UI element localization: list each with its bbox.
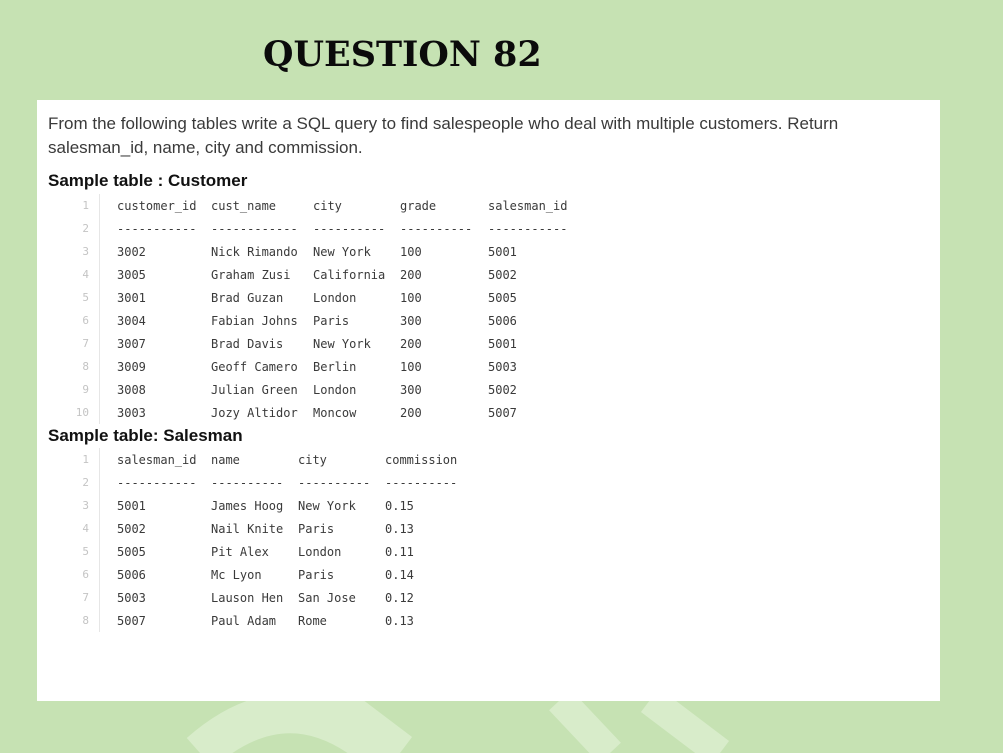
code-cell: Pit Alex [211,544,269,559]
customer-code-line [61,401,661,424]
code-cell: 0.13 [385,613,414,628]
code-cell: California [313,267,386,282]
code-cell: Paris [298,521,335,536]
code-cell: ---------- [400,221,473,236]
code-cell: 200 [400,405,422,420]
code-cell: ---------- [313,221,386,236]
code-cell: Paul Adam [211,613,277,628]
code-cell: 100 [400,290,422,305]
code-cell: 300 [400,313,422,328]
code-cell: 3001 [117,290,146,305]
code-cell: Nail Knite [211,521,284,536]
code-cell: ---------- [298,475,371,490]
code-cell: 5005 [488,290,517,305]
code-cell: 5001 [488,244,517,259]
code-cell: 5002 [117,521,146,536]
customer-code-line [61,332,661,355]
code-cell: London [298,544,342,559]
code-cell: 300 [400,382,422,397]
code-cell: New York [313,244,371,259]
code-cell: salesman_id [117,452,197,467]
code-cell: Paris [298,567,335,582]
customer-code-line [61,194,661,217]
code-cell: 5005 [117,544,146,559]
code-cell: Lauson Hen [211,590,284,605]
code-cell: Brad Guzan [211,290,284,305]
code-cell: 5001 [117,498,146,513]
code-cell: 0.15 [385,498,414,513]
code-cell: 3005 [117,267,146,282]
salesman-code-line [61,563,661,586]
customer-code-line [61,309,661,332]
code-cell: Nick Rimando [211,244,298,259]
salesman-code-line [61,540,661,563]
code-cell: 5007 [488,405,517,420]
code-cell: 3004 [117,313,146,328]
code-cell: name [211,452,240,467]
line-number: 6 [61,309,100,332]
code-cell: ----------- [117,475,197,490]
code-cell: Julian Green [211,382,298,397]
salesman-code-block [61,448,661,632]
code-cell: ---------- [385,475,458,490]
code-cell: 100 [400,244,422,259]
code-cell: 0.13 [385,521,414,536]
code-cell: 100 [400,359,422,374]
code-cell: Geoff Camero [211,359,298,374]
code-cell: 5002 [488,382,517,397]
customer-code-line [61,378,661,401]
code-cell: city [298,452,327,467]
question-card [37,100,940,701]
salesman-code-line [61,517,661,540]
line-number: 5 [61,286,100,309]
customer-code-block [61,194,661,424]
code-cell: ----------- [117,221,197,236]
code-cell: Fabian Johns [211,313,298,328]
code-cell: 5002 [488,267,517,282]
code-cell: New York [313,336,371,351]
code-cell: commission [385,452,458,467]
line-number: 4 [61,517,100,540]
page-title: QUESTION 82 [263,34,542,75]
salesman-table-heading: Sample table: Salesman [48,426,243,445]
code-cell: Berlin [313,359,357,374]
code-cell: ------------ [211,221,298,236]
line-number: 4 [61,263,100,286]
customer-code-line [61,240,661,263]
code-cell: 5007 [117,613,146,628]
code-cell: Moncow [313,405,357,420]
salesman-code-line [61,609,661,632]
code-cell: 3007 [117,336,146,351]
code-cell: San Jose [298,590,356,605]
code-cell: ----------- [488,221,568,236]
code-cell: 5006 [488,313,517,328]
code-cell: 5003 [117,590,146,605]
customer-code-line [61,263,661,286]
code-cell: customer_id [117,198,197,213]
salesman-code-line [61,448,661,471]
line-number: 3 [61,240,100,263]
code-cell: New York [298,498,356,513]
line-number: 2 [61,471,100,494]
code-cell: Graham Zusi [211,267,291,282]
code-cell: cust_name [211,198,277,213]
customer-code-line [61,217,661,240]
code-cell: city [313,198,342,213]
code-cell: 5006 [117,567,146,582]
code-cell: 0.12 [385,590,414,605]
line-number: 8 [61,355,100,378]
code-cell: 5001 [488,336,517,351]
line-number: 3 [61,494,100,517]
line-number: 1 [61,194,100,217]
code-cell: salesman_id [488,198,568,213]
line-number: 10 [61,401,100,424]
line-number: 9 [61,378,100,401]
salesman-code-line [61,494,661,517]
line-number: 5 [61,540,100,563]
code-cell: Brad Davis [211,336,284,351]
code-cell: Paris [313,313,350,328]
line-number: 8 [61,609,100,632]
code-cell: London [313,290,357,305]
code-cell: James Hoog [211,498,284,513]
line-number: 6 [61,563,100,586]
code-cell: 200 [400,336,422,351]
code-cell: London [313,382,357,397]
code-cell: 3008 [117,382,146,397]
code-cell: Rome [298,613,327,628]
code-cell: 3002 [117,244,146,259]
code-cell: 3009 [117,359,146,374]
code-cell: Mc Lyon [211,567,262,582]
code-cell: 0.14 [385,567,414,582]
customer-table-heading: Sample table : Customer [48,171,248,190]
code-cell: 3003 [117,405,146,420]
question-prompt: From the following tables write a SQL query to find salespeople who deal with multiple customers. Return salesman_id, name, city and commission. [48,114,839,157]
code-cell: 200 [400,267,422,282]
customer-code-line [61,355,661,378]
code-cell: grade [400,198,437,213]
code-cell: ---------- [211,475,284,490]
code-cell: Jozy Altidor [211,405,298,420]
line-number: 7 [61,586,100,609]
salesman-code-line [61,586,661,609]
line-number: 1 [61,448,100,471]
line-number: 2 [61,217,100,240]
salesman-code-line [61,471,661,494]
code-cell: 5003 [488,359,517,374]
line-number: 7 [61,332,100,355]
code-cell: 0.11 [385,544,414,559]
customer-code-line [61,286,661,309]
